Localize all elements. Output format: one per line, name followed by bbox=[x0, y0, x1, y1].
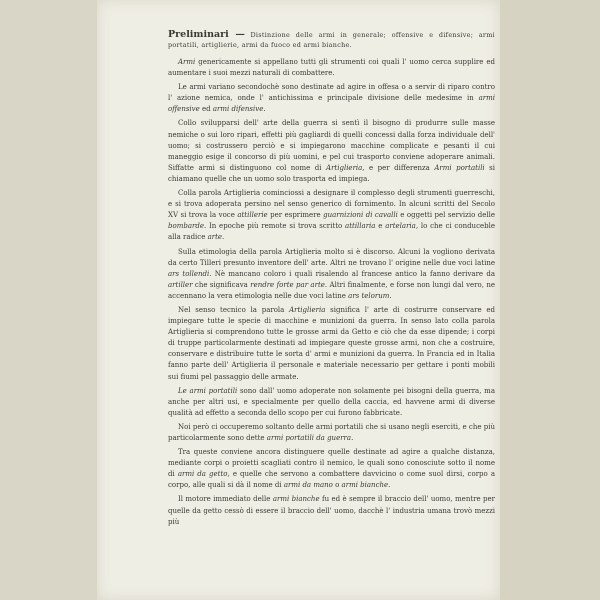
paragraph bbox=[168, 447, 495, 491]
paragraph bbox=[168, 188, 495, 243]
text-run: ed bbox=[199, 105, 213, 114]
text-run: Il motore immediato delle bbox=[178, 495, 273, 504]
chapter-title: Preliminari — bbox=[168, 29, 245, 40]
text-run: e oggetti pel servizio delle bbox=[397, 211, 495, 220]
italic-text-run: guarnizioni di cavalli bbox=[323, 211, 398, 220]
text-run: genericamente si appellano tutti gli strumenti coi quali l' uomo cerca supplire ed aumentare i suoi mezzi naturali di combattere. bbox=[168, 58, 495, 78]
italic-text-run: armi portatili da guerra. bbox=[266, 434, 354, 442]
italic-text-run: armi difensive. bbox=[212, 105, 266, 114]
text-run: sono dall' uomo adoperate non solamente pei bisogni della guerra, ma anche per altri usi, e specialmente per quello della caccia, ed havvene armi di diverse qualità ad effetto a seconda dello scopo per cui furono fabbricate. bbox=[168, 386, 495, 417]
text-run: lo che ci conduceble alla radice bbox=[168, 222, 495, 242]
text-run: e quelle che servono a combattere davvicino o come suol dirsi, corpo a corpo, alle quali si dà il nome di bbox=[168, 470, 495, 490]
paragraph bbox=[168, 118, 495, 185]
text-run: si chiamano quelle che un uomo solo trasporta ed impiega. bbox=[168, 163, 495, 183]
page-dot bbox=[440, 585, 444, 589]
italic-text-run: attillaria bbox=[345, 222, 376, 231]
italic-text-run: ars tollendi. bbox=[168, 269, 212, 278]
text-run: e per differenza bbox=[364, 163, 435, 172]
text-run: In epoche più remote si trova scritto bbox=[206, 222, 346, 231]
paragraph bbox=[168, 82, 495, 115]
text-run: Collo svilupparsi dell' arte della guerra si sentì il bisogno di produrre sulle masse nemiche o sui loro ripari, effetti più gagliardi di quelli concessi dalla forza individuale dell' uomo; si costrussero perciò e si impiegarono macchine complicate e pesanti il cui maneggio esige il concorso di più uomini, e pel cui trasporto conviene adoperare animali. Siffatte armi si distinguono col nome di bbox=[168, 119, 495, 172]
italic-text-run: Artiglieria, bbox=[326, 163, 365, 172]
paragraph bbox=[168, 57, 495, 79]
text-run: Nè mancano coloro i quali risalendo al francese antico la fanno derivare da bbox=[211, 269, 495, 278]
italic-text-run: artiller bbox=[168, 280, 193, 289]
italic-text-run: attillerie bbox=[237, 211, 268, 220]
italic-text-run: armi offensive bbox=[168, 94, 495, 114]
italic-text-run: arte. bbox=[207, 233, 225, 242]
text-run: per esprimere bbox=[267, 211, 324, 220]
italic-text-run: Artiglieria bbox=[289, 305, 326, 314]
text-run: Altri finalmente, e forse non lungi dal vero, ne accennano la vera etimologia nelle due voci latine bbox=[168, 280, 495, 300]
italic-text-run: ars telorum. bbox=[348, 291, 392, 300]
italic-text-run: Le armi portatili bbox=[178, 386, 238, 395]
text-run: Tra queste conviene ancora distinguere quelle destinate ad agire a qualche distanza, mediante corpi o proietti scagliati contro il nemico, le quali sono conosciute sotto il nome di bbox=[168, 448, 495, 479]
text-run: fu ed è sempre il braccio dell' uomo, mentre per quelle da getto cessò di essere il braccio dell' uomo, dacchè l' industria umana trovò mezzi più bbox=[168, 495, 496, 526]
text-run: o bbox=[332, 481, 342, 490]
text-run: Noi però ci occuperemo soltanto delle armi portatili che si usano negli eserciti, e che più particolarmente sono dette bbox=[168, 422, 495, 442]
italic-text-run: rendre forte par arte. bbox=[250, 280, 328, 289]
text-run: Sulla etimologia della parola Artiglieria molto si è discorso. Alcuni la vogliono derivata da certo Tilleri presunto inventore dell' arte. Altri ne trovano l' origine nelle due voci latine bbox=[168, 247, 495, 267]
text-run: Nel senso tecnico la parola bbox=[178, 305, 290, 314]
italic-text-run: armi bianche. bbox=[341, 481, 391, 490]
italic-text-run: Armi portatili bbox=[434, 163, 485, 172]
text-run: Le armi variano secondochè sono destinate ad agire in offesa o a servir di riparo contro l' azione nemica, onde l' antichissima e principale divisione delle medesime in bbox=[168, 83, 495, 103]
italic-text-run: armi da getto, bbox=[177, 470, 230, 479]
facing-page-edge bbox=[500, 0, 600, 600]
chapter-summary: Distinzione delle armi in generale; offensive e difensive; armi portatili, artiglierie, armi da fuoco ed armi bianche. bbox=[168, 31, 495, 49]
paragraph bbox=[168, 247, 495, 302]
paragraph bbox=[168, 305, 495, 383]
page-text-block bbox=[168, 30, 495, 528]
text-run: e bbox=[375, 222, 386, 231]
italic-text-run: bombarde. bbox=[168, 222, 207, 231]
paragraph bbox=[168, 494, 495, 527]
text-run: significa l' arte di costrurre conservare ed impiegare tutte le specie di macchine e munizioni da guerra. In senso lato colla parola Artiglieria si comprendono tutte le grosse armi da Getto e ciò che da esse dipende; i corpi di truppe particolarmente destinati ad impiegare queste grosse armi, non che a costruire, conservare e distribuire tutte le sorta d' armi e munizioni da guerra. In Francia ed in Italia fanno parte dell' Artiglieria il personale e materiale necessario per gettare i ponti mobili sui fiumi pel passaggio delle armate. bbox=[168, 305, 496, 381]
italic-text-run: armi da mano bbox=[283, 481, 333, 490]
paragraph bbox=[168, 422, 495, 444]
chapter-heading bbox=[168, 30, 495, 50]
text-run: Colla parola Artiglieria cominciossi a designare il complesso degli strumenti guerreschi, e si trova adoperata persino nel senso generico di fornimento. In alcuni scritti del Secolo XV si trova la voce bbox=[168, 189, 495, 220]
italic-text-run: Armi bbox=[178, 58, 196, 66]
italic-text-run: artelaria, bbox=[385, 222, 419, 231]
body-text bbox=[168, 57, 495, 528]
italic-text-run: armi bianche bbox=[272, 495, 320, 504]
paragraph bbox=[168, 386, 495, 419]
text-run: che significava bbox=[192, 280, 251, 289]
